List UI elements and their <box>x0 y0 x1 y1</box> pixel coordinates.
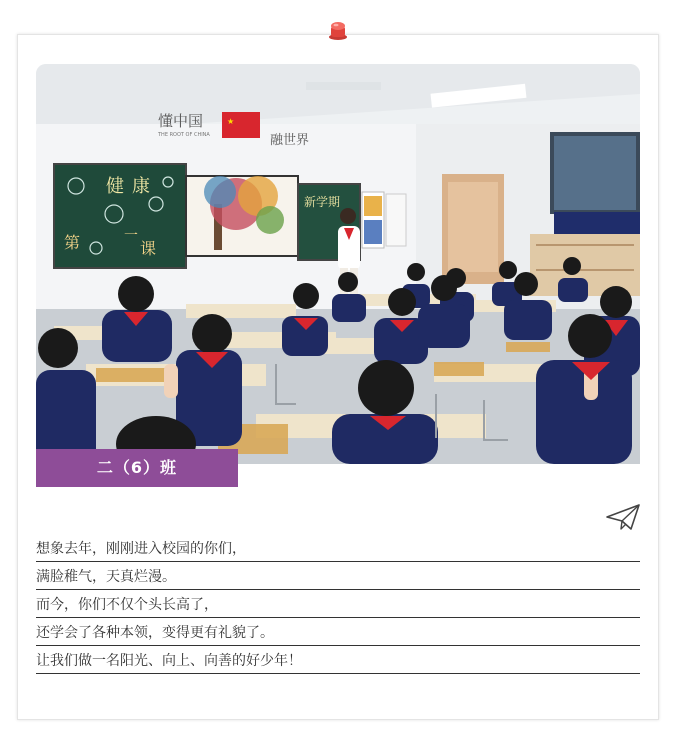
poem-line-1: 想象去年，刚刚进入校园的你们， <box>36 534 640 562</box>
poem-lines <box>36 534 640 674</box>
wall-sign-right: 融世界 <box>270 133 310 148</box>
wall-sign-left: 懂中国 <box>158 112 204 130</box>
blackboard-char-2: 康 <box>132 176 150 197</box>
poem-line-4: 还学会了各种本领，变得更有礼貌了。 <box>36 618 640 646</box>
poem-line-2: 满脸稚气，天真烂漫。 <box>36 562 640 590</box>
paper-plane-icon <box>605 502 641 532</box>
class-name-label: 二（6）班 <box>36 449 238 487</box>
board-right-text: 新学期 <box>304 195 341 209</box>
blackboard-char-5: 课 <box>140 239 157 258</box>
blackboard-char-1: 健 <box>106 176 124 197</box>
wall-sign-left-sub: THE ROOT OF CHINA <box>158 132 210 138</box>
poem-line-5: 让我们做一名阳光、向上、向善的好少年！ <box>36 646 640 674</box>
classroom-photo <box>36 64 640 464</box>
svg-text:★: ★ <box>227 117 235 126</box>
blackboard-char-4: 一 <box>124 228 138 244</box>
blackboard-char-3: 第 <box>64 233 81 252</box>
poem-line-3: 而今，你们不仅个头长高了， <box>36 590 640 618</box>
pushpin-icon <box>327 20 349 42</box>
